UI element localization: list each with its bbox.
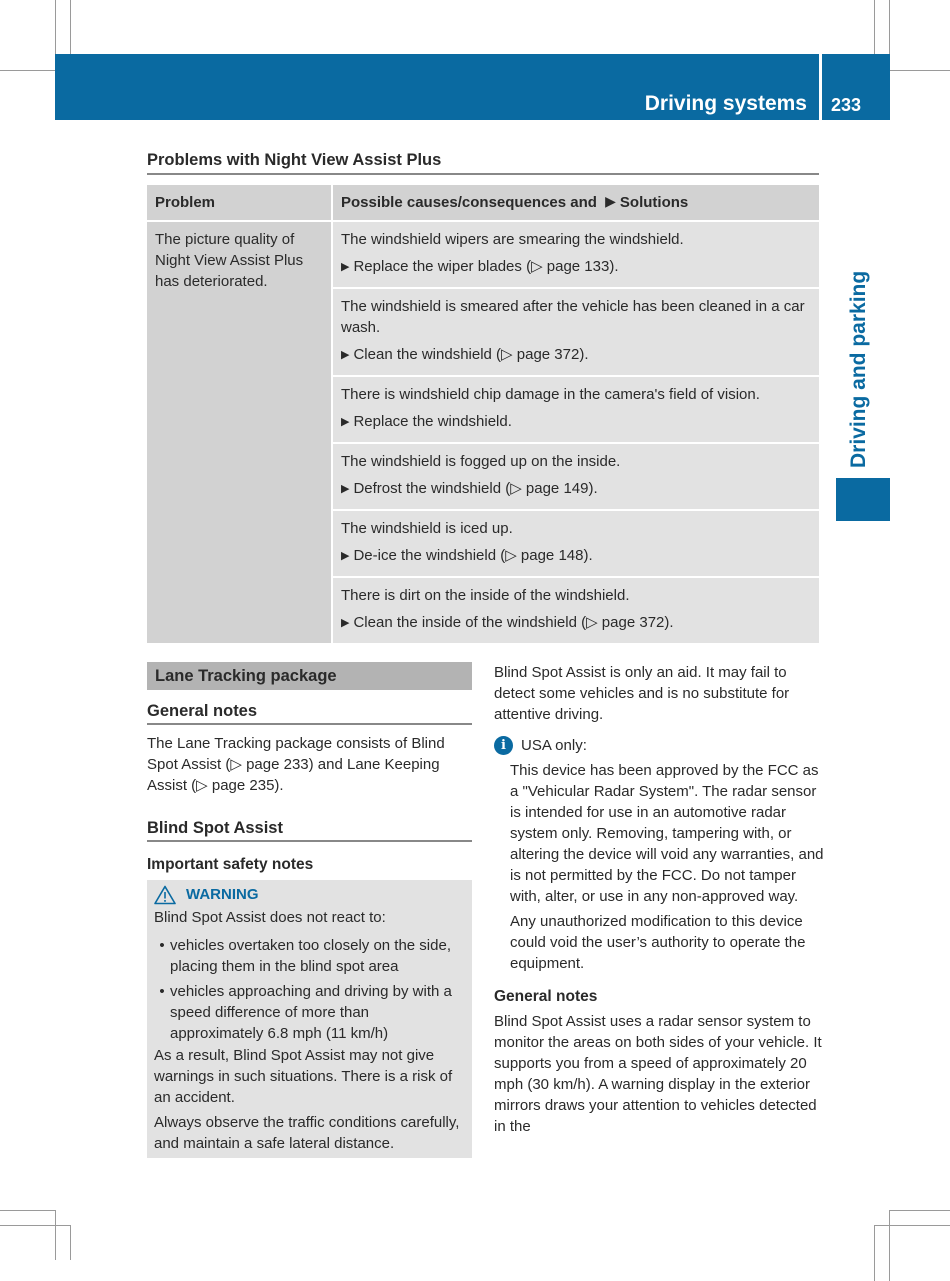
bsa-intro-text: Blind Spot Assist is only an aid. It may fail to detect some vehicles and is no substitute for attentive driving. (494, 664, 790, 723)
crop-mark (874, 1225, 950, 1226)
solution-text: Clean the windshield (▷ page 372). (353, 346, 589, 363)
warning-title: WARNING (186, 886, 259, 903)
solution-arrow-icon: ▶ (605, 193, 616, 209)
side-tab-marker (836, 478, 890, 521)
crop-mark (889, 1210, 950, 1211)
solution-arrow-icon: ▶ (341, 416, 350, 428)
solution-line (341, 344, 811, 367)
safety-notes-heading: Important safety notes (147, 856, 314, 873)
cause-cell (332, 376, 819, 443)
cause-cell (332, 510, 819, 577)
warning-title-row (154, 884, 464, 905)
cause-cell (332, 443, 819, 510)
solution-line (341, 545, 811, 568)
warning-advice: Always observe the traffic conditions carefully, and maintain a safe lateral distance. (154, 1114, 460, 1152)
column-header-causes-label: Possible causes/consequences and (341, 194, 597, 211)
left-column (147, 662, 472, 1158)
solution-line (341, 256, 811, 279)
crop-mark (874, 1225, 875, 1281)
info-note (494, 735, 824, 756)
warning-box (147, 880, 472, 1158)
cause-text: The windshield is smeared after the vehicle has been cleaned in a car wash. (341, 298, 805, 336)
warning-bullet (154, 935, 464, 977)
crop-mark (0, 1210, 55, 1211)
crop-mark (889, 0, 890, 54)
solution-text: Replace the windshield. (353, 413, 512, 430)
fcc-text: This device has been approved by the FCC as a "Vehicular Radar System". The radar sensor is intended for use in an automotive radar system only. Removing, tampering with, or altering the device will void any warranties, and is not permitted by the FCC. Do not tamper with, alter, or use in any non-approved way. (510, 762, 824, 905)
cause-text: There is dirt on the inside of the windshield. (341, 587, 630, 604)
solution-arrow-icon: ▶ (341, 349, 350, 361)
column-header-problem: Problem (147, 185, 332, 221)
cause-text: The windshield wipers are smearing the windshield. (341, 231, 684, 248)
info-icon: i (494, 736, 513, 755)
package-heading: Lane Tracking package (147, 662, 472, 690)
warning-bullet (154, 981, 464, 1044)
general-notes-text-right: Blind Spot Assist uses a radar sensor system to monitor the areas on both sides of your vehicle. It supports you from a speed of approximately 20 mph (30 km/h). A warning display in the exterior mirrors draws your attention to vehicles detected in the (494, 1013, 822, 1135)
solution-arrow-icon: ▶ (341, 617, 350, 629)
general-notes-text: The Lane Tracking package consists of Blind Spot Assist (▷ page 233) and Lane Keeping Assist (▷ page 235). (147, 735, 445, 794)
solution-line (341, 411, 811, 434)
cause-cell (332, 577, 819, 643)
solution-text: Replace the wiper blades (▷ page 133). (353, 258, 619, 275)
bsa-heading: Blind Spot Assist (147, 818, 472, 842)
column-header-causes (332, 185, 819, 221)
solution-text: Defrost the windshield (▷ page 149). (353, 480, 598, 497)
column-header-solutions-label: Solutions (619, 194, 689, 211)
solution-arrow-icon: ▶ (341, 483, 350, 495)
cause-cell (332, 221, 819, 288)
crop-mark (55, 0, 56, 54)
bullet-dot: • (159, 937, 165, 954)
right-column (494, 662, 824, 1137)
cause-cell (332, 288, 819, 376)
problems-table (147, 185, 819, 643)
problem-cell: The picture quality of Night View Assist Plus has deteriorated. (147, 221, 332, 643)
cause-text: The windshield is iced up. (341, 520, 513, 537)
solution-arrow-icon: ▶ (341, 550, 350, 562)
warning-bullet-text: vehicles overtaken too closely on the side, placing them in the blind spot area (170, 937, 451, 975)
solution-arrow-icon: ▶ (341, 261, 350, 273)
cause-text: There is windshield chip damage in the camera's field of vision. (341, 386, 760, 403)
header-title: Driving systems (644, 92, 807, 115)
crop-mark (0, 1225, 70, 1226)
warning-intro: Blind Spot Assist does not react to: (154, 909, 386, 926)
warning-result: As a result, Blind Spot Assist may not give warnings in such situations. There is a risk of an accident. (154, 1047, 453, 1106)
solution-line (341, 478, 811, 501)
general-notes-heading-right: General notes (494, 988, 598, 1005)
solution-text: De-ice the windshield (▷ page 148). (353, 547, 593, 564)
solution-line (341, 612, 811, 635)
crop-mark (70, 0, 71, 54)
general-notes-heading: General notes (147, 701, 472, 725)
header-bar (55, 54, 819, 120)
crop-mark (70, 1225, 71, 1260)
page-number: 233 (831, 95, 862, 115)
crop-mark (55, 1210, 56, 1260)
modification-text: Any unauthorized modification to this device could void the user’s authority to operate the equipment. (510, 913, 806, 972)
info-label: USA only: (521, 737, 587, 754)
page-number-box (822, 54, 890, 120)
solution-text: Clean the inside of the windshield (▷ page 372). (353, 614, 674, 631)
problems-section-title: Problems with Night View Assist Plus (147, 151, 819, 175)
table-header-row (147, 185, 819, 221)
crop-mark (0, 70, 55, 71)
warning-bullet-text: vehicles approaching and driving by with a speed difference of more than approximately 6.8 mph (11 km/h) (170, 983, 452, 1042)
bullet-dot: • (159, 983, 165, 1000)
crop-mark (889, 1210, 890, 1281)
side-tab-label: Driving and parking (847, 270, 870, 468)
warning-triangle-icon (154, 885, 176, 905)
table-row (147, 221, 819, 288)
crop-mark (890, 70, 950, 71)
crop-mark (874, 0, 875, 54)
cause-text: The windshield is fogged up on the inside. (341, 453, 621, 470)
